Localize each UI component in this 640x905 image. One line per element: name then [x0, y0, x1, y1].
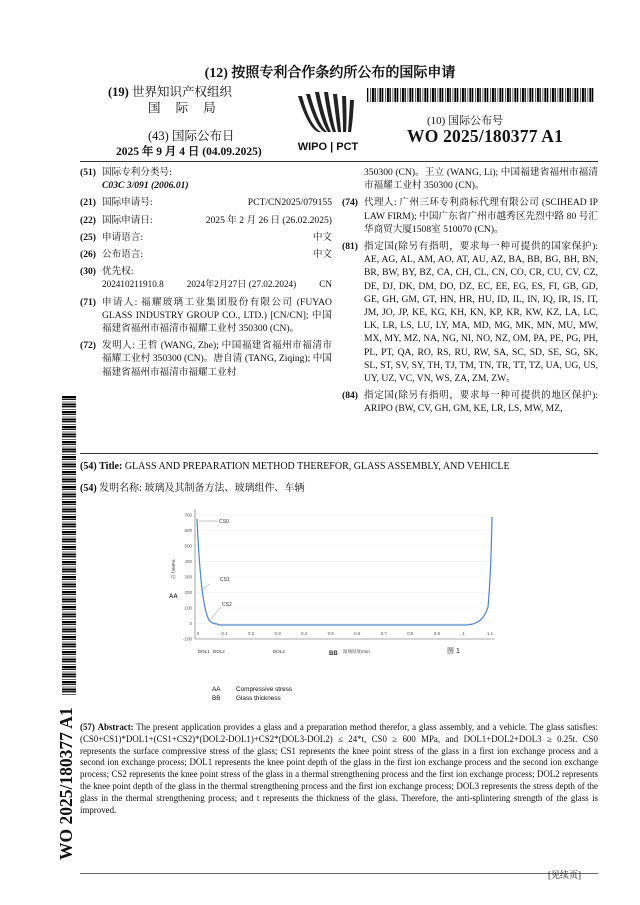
barcode-bar [505, 88, 506, 102]
barcode-bar [438, 88, 439, 102]
field-72-continued: 350300 (CN)。王立 (WANG, Li); 中国福建省福州市福清市福耀工业村 350300 (CN)。 [364, 167, 598, 192]
barcode-bar [520, 88, 521, 102]
barcode-bar [442, 88, 443, 102]
y-tick-label: 400 [184, 559, 192, 564]
barcode-bar [592, 88, 593, 102]
barcode-bar [543, 88, 544, 102]
barcode-bar [62, 494, 76, 496]
barcode-bar [62, 531, 76, 533]
barcode-bar [62, 474, 76, 475]
pub-number-label: (10) 国际公布号 [427, 115, 504, 127]
barcode-bar [405, 88, 406, 102]
y-tick-label: -100 [182, 636, 192, 642]
x-axis-title: 玻璃厚度/mm [343, 649, 370, 654]
barcode-bar [397, 88, 398, 102]
barcode-bar [62, 529, 76, 530]
barcode-bar [62, 439, 76, 440]
x-tick-label: 0.6 [354, 631, 361, 636]
barcode-bar [570, 88, 571, 102]
barcode-bar [589, 88, 591, 102]
barcode-bar [555, 88, 556, 102]
barcode-bar [400, 88, 401, 102]
figure-number: 图 1 [447, 648, 460, 655]
y-tick-label: 500 [184, 543, 192, 549]
y-marker-aa: AA [169, 594, 178, 600]
figure-x-ticks [197, 631, 494, 636]
field-25: (25) 申请语言: 中文 [80, 231, 332, 243]
barcode-bar [453, 88, 454, 102]
field-74-agent: (74) 代理人: 广州三环专利商标代理有限公司 (SCIHEAD IP LAW FIRM); 中国广东省广州市越秀区先烈中路 80 号汇华商贸大厦1508室 510070 (CN)。 [342, 197, 598, 235]
barcode-bar [573, 88, 574, 102]
barcode-bar [457, 88, 458, 102]
barcode-bar [62, 526, 76, 527]
barcode-bar [62, 537, 76, 538]
figure-gridlines [195, 515, 493, 639]
barcode-bar [62, 432, 76, 433]
y-tick-label: 100 [184, 605, 192, 611]
y-tick-label: 200 [184, 590, 192, 595]
title-english: (54) Title: GLASS AND PREPARATION METHOD THEREFOR, GLASS ASSEMBLY, AND VEHICLE [80, 461, 510, 472]
field-30: (30) 优先权: 202410211910.8 2024年2月27日 (27.02.2024) CN [80, 265, 332, 291]
organization-block [108, 84, 232, 116]
barcode-bar [522, 88, 524, 102]
barcode-bar [390, 88, 391, 102]
barcode-bar [62, 486, 76, 488]
barcode-bar [540, 88, 541, 102]
barcode-bar [477, 88, 479, 102]
field-71-applicant: (71) 申请人: 福耀玻璃工业集团股份有限公司 (FUYAO GLASS INDUSTRY GROUP CO., LTD.) [CN/CN]; 中国福建省福州市福清市福耀工业村 350300 (CN)。 [80, 296, 332, 335]
barcode-bar [588, 88, 589, 102]
barcode-bar [382, 88, 383, 102]
barcode-bar [562, 88, 563, 102]
barcode-bar [487, 88, 488, 102]
barcode-bar [535, 88, 536, 102]
barcode-bar [385, 88, 386, 102]
barcode-bar [62, 519, 76, 520]
barcode-bar [62, 576, 76, 578]
barcode-bar [525, 88, 526, 102]
field-26: (26) 公布语言: 中文 [80, 249, 332, 261]
barcode-bar [62, 399, 76, 400]
barcode-bar [62, 514, 76, 515]
wipo-logo [288, 90, 368, 158]
barcode-bar [62, 541, 76, 542]
barcode-bar [574, 88, 576, 102]
x-tick-label: 1.1 [486, 631, 494, 636]
section-divider [80, 453, 598, 454]
legend-item-aa: AA Compressive stress [212, 686, 293, 693]
barcode-bar [394, 88, 396, 102]
pub-number: WO 2025/180377 A1 [407, 126, 564, 146]
barcode-bar [567, 88, 569, 102]
pub-date: 2025 年 9 月 4 日 (04.09.2025) [116, 146, 262, 158]
barcode-bar [62, 456, 76, 458]
stress-profile-figure [165, 503, 510, 663]
field-81-designated-states: (81) 指定国(除另有指明，要求每一种可提供的国家保护): AE, AG, AL, AM, AO, AT, AU, AZ, BA, BB, BG, BH, BN, BR, BW, BY, BZ, CA, CH, CL, CN, CO, CR, CU, CV, CZ, DE, DJ, DK, DM, DO, DZ, EC, EE, EG, ES, FI, GB, GD, GE, GH, GM, GT, HN, HR, HU, ID, IL, IN, IQ, IR, IS, IT, JM, JO, JP, KE, KG, KH, KN, KP, KR, KW, KZ, LA, LC, LK, LR, LS, LU, LY, MA, MD, MG, MK, MN, MU, MW, MX, MY, MZ, NA, NG, NI, NO, NZ, OM, PA, PE, PG, PH, PL, PT, QA, RO, RS, RU, RW, SA, SC, SD, SE, SG, SK, SL, ST, SV, SY, TH, TJ, TM, TN, TR, TT, TZ, UA, UG, US, UY, UZ, VC, VN, WS, ZA, ZM, ZW。 [342, 241, 598, 385]
barcode-bar [62, 449, 76, 451]
barcode-bar [62, 469, 76, 470]
barcode-bar [62, 454, 76, 455]
barcode-bar [62, 484, 76, 485]
side-pub-number: WO 2025/180377 A1 [56, 707, 76, 860]
barcode-bar [472, 88, 473, 102]
barcode-bar [62, 574, 76, 575]
barcode-bar [62, 419, 76, 421]
barcode-bar [585, 88, 586, 102]
barcode-bar [62, 534, 76, 535]
barcode-bar [460, 88, 461, 102]
figure-y-ticks [183, 513, 193, 642]
barcode-bar [469, 88, 471, 102]
barcode-bar [62, 554, 76, 556]
barcode-bar [62, 444, 76, 445]
barcode-bar [412, 88, 413, 102]
barcode-bar [483, 88, 484, 102]
y-tick-label: 300 [184, 574, 192, 580]
barcode-bar [544, 88, 546, 102]
barcode-bar [62, 459, 76, 460]
priority-row: 202410211910.8 2024年2月27日 (27.02.2024) CN [102, 279, 332, 290]
barcode-bar [375, 88, 376, 102]
continued-on-next-page: [见续页] [548, 870, 581, 880]
barcode-bar [529, 88, 531, 102]
barcode-bar [62, 549, 76, 550]
barcode-bar [372, 88, 374, 102]
barcode-bar [62, 559, 76, 560]
barcode-bar [62, 507, 76, 508]
barcode-bar [62, 569, 76, 571]
barcode-bar [62, 396, 76, 398]
barcode-bar [432, 88, 434, 102]
barcode-bar [62, 492, 76, 493]
barcode-bar [62, 441, 76, 443]
org-name: 世界知识产权组织 [131, 85, 232, 99]
barcode-bar [379, 88, 381, 102]
barcode-bar [547, 88, 548, 102]
barcode-bar [62, 556, 76, 557]
barcode-bar [62, 546, 76, 548]
label-dol2: DOL2 [213, 649, 225, 654]
barcode-bar [62, 447, 76, 448]
barcode-bar [468, 88, 469, 102]
barcode-top [367, 88, 595, 102]
barcode-bar [62, 496, 76, 497]
y-tick-label: 600 [184, 528, 192, 533]
barcode-bar [420, 88, 421, 102]
barcode-bar [62, 477, 76, 478]
barcode-bar [513, 88, 514, 102]
x-tick-label: 0.4 [301, 631, 308, 636]
barcode-bar [62, 429, 76, 430]
y-axis-title: 应力/MPa [171, 559, 176, 579]
barcode-bar [495, 88, 496, 102]
barcode-bar [62, 511, 76, 512]
barcode-bar [499, 88, 501, 102]
barcode-bar [62, 404, 76, 406]
abstract: (57) Abstract: The present application provides a glass and a preparation method therefor, a glass assembly, and a vehicle. The glass satisfies: (CS0+CS1)*DOL1+(CS1+CS2)*(DOL2-DOL1)+CS2*(DOL3-DOL2) ≤ 24*t, CS0 ≥ 600 MPa, and DOL1+DOL2+DOL3 ≥ 0.25t. CS0 represents the surface compressive stress of the glass; CS1 represents the knee point stress of the glass in a first ion exchange process and a second ion exchange process; DOL1 represents the knee point depth of the glass in the first ion exchange process and the second ion exchange process; CS2 represents the knee point stress of the glass in a thermal strengthening process and the first ion exchange process; DOL2 represents the knee point depth of the glass in the thermal strengthening process and the first ion exchange process; DOL3 represents the stress depth of the glass in the thermal strengthening process; and t represents the thickness of the glass. Therefore, the anti-splintering strength of the glass is improved. [80, 722, 599, 815]
footer-divider [80, 873, 598, 874]
y-tick-label: 700 [184, 512, 192, 518]
barcode-bar [517, 88, 518, 102]
barcode-bar [580, 88, 581, 102]
barcode-bar [439, 88, 441, 102]
legend-item-bb: BB Glass thickness [212, 695, 281, 702]
barcode-bar [62, 567, 76, 568]
barcode-bar [502, 88, 503, 102]
bibliographic-left-column [80, 166, 332, 383]
barcode-bar [514, 88, 516, 102]
barcode-bar [62, 509, 76, 511]
barcode-bar [402, 88, 404, 102]
barcode-bar [62, 539, 76, 541]
x-tick-label: 0.5 [327, 631, 334, 636]
label-dol1: DOL1 [198, 649, 210, 654]
barcode-bar [445, 88, 446, 102]
barcode-bar [62, 451, 76, 452]
x-tick-label: 0 [196, 631, 200, 636]
barcode-bar [498, 88, 499, 102]
barcode-bar [62, 434, 76, 436]
barcode-bar [62, 586, 76, 587]
barcode-bar [62, 402, 76, 403]
barcode-bar [454, 88, 456, 102]
barcode-bar [62, 409, 76, 410]
label-cs0: CS0 [219, 519, 229, 525]
barcode-bar [62, 406, 76, 407]
wipo-logo-text: WIPO | PCT [297, 141, 359, 153]
x-tick-label: 1 [462, 631, 465, 636]
x-tick-label: 0.7 [380, 631, 387, 636]
field-51: (51) 国际专利分类号: C03C 3/091 (2006.01) [80, 167, 189, 192]
barcode-bar [62, 411, 76, 413]
pub-date-label: (43) 国际公布日 [148, 129, 235, 143]
barcode-bar [62, 417, 76, 418]
barcode-bar [550, 88, 551, 102]
x-tick-label: 0.3 [274, 631, 281, 636]
barcode-bar [577, 88, 578, 102]
barcode-bar [558, 88, 559, 102]
barcode-bar [62, 499, 76, 500]
x-tick-label: 0.9 [433, 631, 441, 636]
barcode-bar [62, 582, 76, 583]
barcode-bar [393, 88, 394, 102]
barcode-bar [510, 88, 511, 102]
barcode-bar [62, 466, 76, 467]
x-tick-label: 0.8 [407, 631, 414, 636]
barcode-bar [537, 88, 539, 102]
barcode-bar [62, 552, 76, 553]
barcode-bar [427, 88, 428, 102]
barcode-bar [465, 88, 466, 102]
label-dol3: DOL3 [273, 649, 285, 654]
barcode-bar [435, 88, 436, 102]
bibliographic-right-column [342, 166, 598, 420]
barcode-bar [430, 88, 431, 102]
label-cs1: CS1 [220, 577, 230, 583]
barcode-bar [62, 561, 76, 563]
barcode-bar [62, 579, 76, 580]
barcode-bar [370, 88, 371, 102]
field-72-inventors: (72) 发明人: 王哲 (WANG, Zhe); 中国福建省福州市福清市福耀工业村 350300 (CN)。唐自清 (TANG, Ziqing); 中国福建省福州市福清市福耀工业村 [80, 340, 332, 378]
barcode-bar [62, 501, 76, 503]
barcode-bar [475, 88, 476, 102]
barcode-bar [565, 88, 566, 102]
barcode-bar [480, 88, 481, 102]
barcode-bar [417, 88, 419, 102]
barcode-bar [62, 584, 76, 586]
document-title: (12) 按照专利合作条约所公布的国际申请 [204, 66, 456, 81]
field-21: (21) 国际申请号: PCT/CN2025/079155 [80, 197, 332, 209]
barcode-bar [492, 88, 494, 102]
barcode-bar [62, 489, 76, 490]
barcode-bar [62, 424, 76, 425]
barcode-bar [484, 88, 486, 102]
header-divider [80, 161, 598, 162]
barcode-bar [62, 414, 76, 415]
barcode-bar [415, 88, 416, 102]
barcode-bar [532, 88, 533, 102]
label-cs2: CS2 [222, 602, 232, 608]
stress-curve [197, 517, 492, 625]
title-chinese: (54) 发明名称: 玻璃及其制备方法、玻璃组件、车辆 [80, 483, 305, 494]
barcode-bar [447, 88, 449, 102]
barcode-bar [62, 571, 76, 572]
x-tick-label: 0.2 [247, 631, 255, 636]
barcode-bar [62, 524, 76, 526]
barcode-bar [387, 88, 389, 102]
barcode-bar [424, 88, 426, 102]
barcode-bar [62, 544, 76, 545]
barcode-bar [552, 88, 554, 102]
org-bureau: 国 际 局 [148, 101, 222, 115]
barcode-bar [62, 436, 76, 437]
barcode-bar [62, 504, 76, 505]
figure-legend [212, 685, 292, 703]
barcode-bar [450, 88, 451, 102]
field-84-regional: (84) 指定国(除另有指明，要求每一种可提供的地区保护): ARIPO (BW, CV, GH, GM, KE, LR, LS, MW, MZ, [342, 390, 598, 415]
barcode-bar [408, 88, 409, 102]
barcode-bar [409, 88, 411, 102]
org-code: (19) [108, 85, 129, 99]
field-22: (22) 国际申请日: 2025 年 2 月 26 日 (26.02.2025) [80, 214, 332, 226]
barcode-bar [462, 88, 464, 102]
barcode-bar [62, 564, 76, 565]
barcode-bar [378, 88, 379, 102]
barcode-bar [423, 88, 424, 102]
barcode-bar [507, 88, 509, 102]
barcode-bar [62, 471, 76, 473]
barcode-bar [490, 88, 491, 102]
barcode-bar [62, 464, 76, 466]
barcode-bar [62, 479, 76, 481]
barcode-bar [62, 426, 76, 428]
barcode-bar [62, 462, 76, 463]
x-tick-label: 0.1 [221, 631, 228, 636]
barcode-bar [62, 481, 76, 482]
barcode-bar [62, 522, 76, 523]
y-tick-label: 0 [189, 621, 192, 626]
abstract-text: The present application provides a glass and a preparation method therefor, a glass assembly, and a vehicle. The glass satisfies: (CS0+CS1)*DOL1+(CS1+CS2)*(DOL2-DOL1)+CS2*(DOL3-DOL2) ≤ 24*t, CS0 ≥ 600 MPa, and DOL1+DOL2+DOL3 ≥ 0.25t. CS0 represents the surface compressive stress of the glass; CS1 represents the knee point stress of the glass in a first ion exchange process and a second ion exchange process; DOL1 represents the knee point depth of the glass in the first ion exchange process and the second ion exchange process; CS2 represents the knee point stress of the glass in a thermal strengthening process and the first ion exchange process; DOL2 represents the knee point depth of the glass in the thermal strengthening process and the first ion exchange process; DOL3 represents the stress depth of the glass in the thermal strengthening process; and t represents the thickness of the glass. Therefore, the anti-splintering strength of the glass is improved. [80, 722, 599, 815]
barcode-bar [62, 516, 76, 518]
barcode-bar [62, 421, 76, 422]
x-marker-bb: BB [329, 651, 338, 657]
barcode-bar [528, 88, 529, 102]
barcode-bar [559, 88, 561, 102]
barcode-bar [582, 88, 584, 102]
ipc-code: C03C 3/091 (2006.01) [102, 180, 189, 192]
